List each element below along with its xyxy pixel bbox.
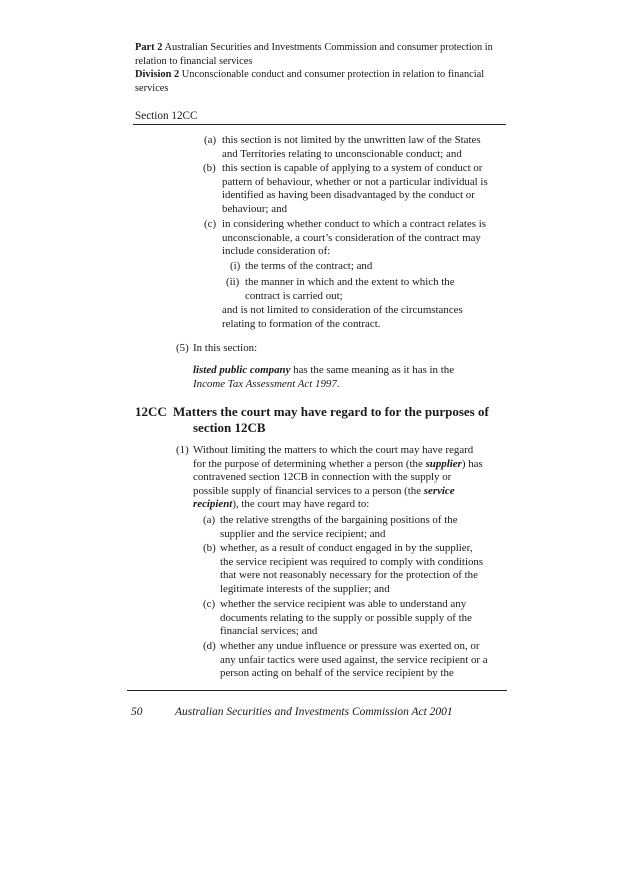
tail-text: and is not limited to consideration of the circumstances relating to formation of the contract. [222, 304, 463, 330]
para-1d-label: (d) [203, 640, 216, 652]
part-label: Part 2 [135, 42, 163, 53]
subpara-ii-label: (ii) [226, 276, 240, 288]
para-1b-text: whether, as a result of conduct engaged in by the supplier, the service recipient was required to comply with conditions that were not reasonably necessary for the protection of the legitimate interests of the supplier; and [220, 542, 484, 595]
para-1c-text: whether the service recipient was able to understand any documents relating to the supply or possible supply of the financial services; and [220, 598, 472, 637]
part-title: Australian Securities and Investments Commission and consumer protection in [164, 42, 493, 53]
subsection-5-text: In this section: [193, 342, 258, 354]
division-label: Division 2 [135, 69, 180, 81]
subsection-1-label: (1) [176, 444, 189, 456]
para-1a-label: (a) [203, 514, 216, 526]
defined-term-supplier: supplier [425, 457, 462, 470]
subsection-5-label: (5) [176, 342, 189, 354]
section-title: Matters the court may have regard to for the purposes of section 12CB [173, 404, 489, 435]
subpara-i-text: the terms of the contract; and [245, 260, 373, 272]
act-reference: Income Tax Assessment Act 1997 [193, 377, 337, 390]
division-title: Unconscionable conduct and consumer protection in relation to financial [181, 69, 485, 81]
para-1d-text: whether any undue influence or pressure was exerted on, or any unfair tactics were used against, the service recipient or a person acting on behalf of the service recipient by the [220, 640, 488, 679]
para-c-label: (c) [204, 218, 217, 230]
para-1a-text: the relative strengths of the bargaining positions of the supplier and the service recipient; and [220, 514, 458, 540]
page-number: 50 [131, 706, 143, 718]
section-reference: Section 12CC [135, 110, 198, 122]
para-a-text: this section is not limited by the unwritten law of the States and Territories relating to unconscionable conduct; and [222, 134, 481, 160]
definition: listed public company has the same meaning as it has in the Income Tax Assessment Act 1997. [193, 364, 455, 390]
subsection-1-text: Without limiting the matters to which the court may have regard for the purpose of determining whether a person (the supplier) has contravened section 12CB in connection with the supply or possible supply of financial services to a person (the service recipient), the court may have regard to: [193, 444, 483, 510]
para-a-label: (a) [204, 134, 217, 146]
part-title-cont: relation to financial services [135, 55, 253, 67]
defined-term-recipient: recipient [193, 498, 233, 510]
subpara-i-label: (i) [230, 260, 241, 272]
subpara-ii-text: the manner in which and the extent to which the contract is carried out; [245, 276, 455, 302]
header-rule [133, 124, 506, 125]
section-number: 12CC [135, 404, 167, 419]
para-1c-label: (c) [203, 598, 216, 610]
para-b-label: (b) [203, 162, 216, 174]
division-heading-line1 [135, 68, 515, 82]
division-title-cont: services [135, 82, 169, 94]
defined-term-service: service [423, 484, 455, 497]
footer-act-title: Australian Securities and Investments Commission Act 2001 [175, 706, 453, 718]
para-c-text: in considering whether conduct to which a contract relates is unconscionable, a court’s consideration of the contract may include consideration of: [222, 218, 487, 257]
para-b-text: this section is capable of applying to a system of conduct or pattern of behaviour, whether or not a particular individual is identified as having been disadvantaged by the conduct or behaviour; and [222, 162, 488, 215]
defined-term: listed public company [193, 364, 291, 376]
part-heading-line1 [135, 41, 515, 55]
para-1b-label: (b) [203, 542, 216, 554]
footer-rule [127, 690, 507, 691]
running-header [135, 41, 515, 95]
